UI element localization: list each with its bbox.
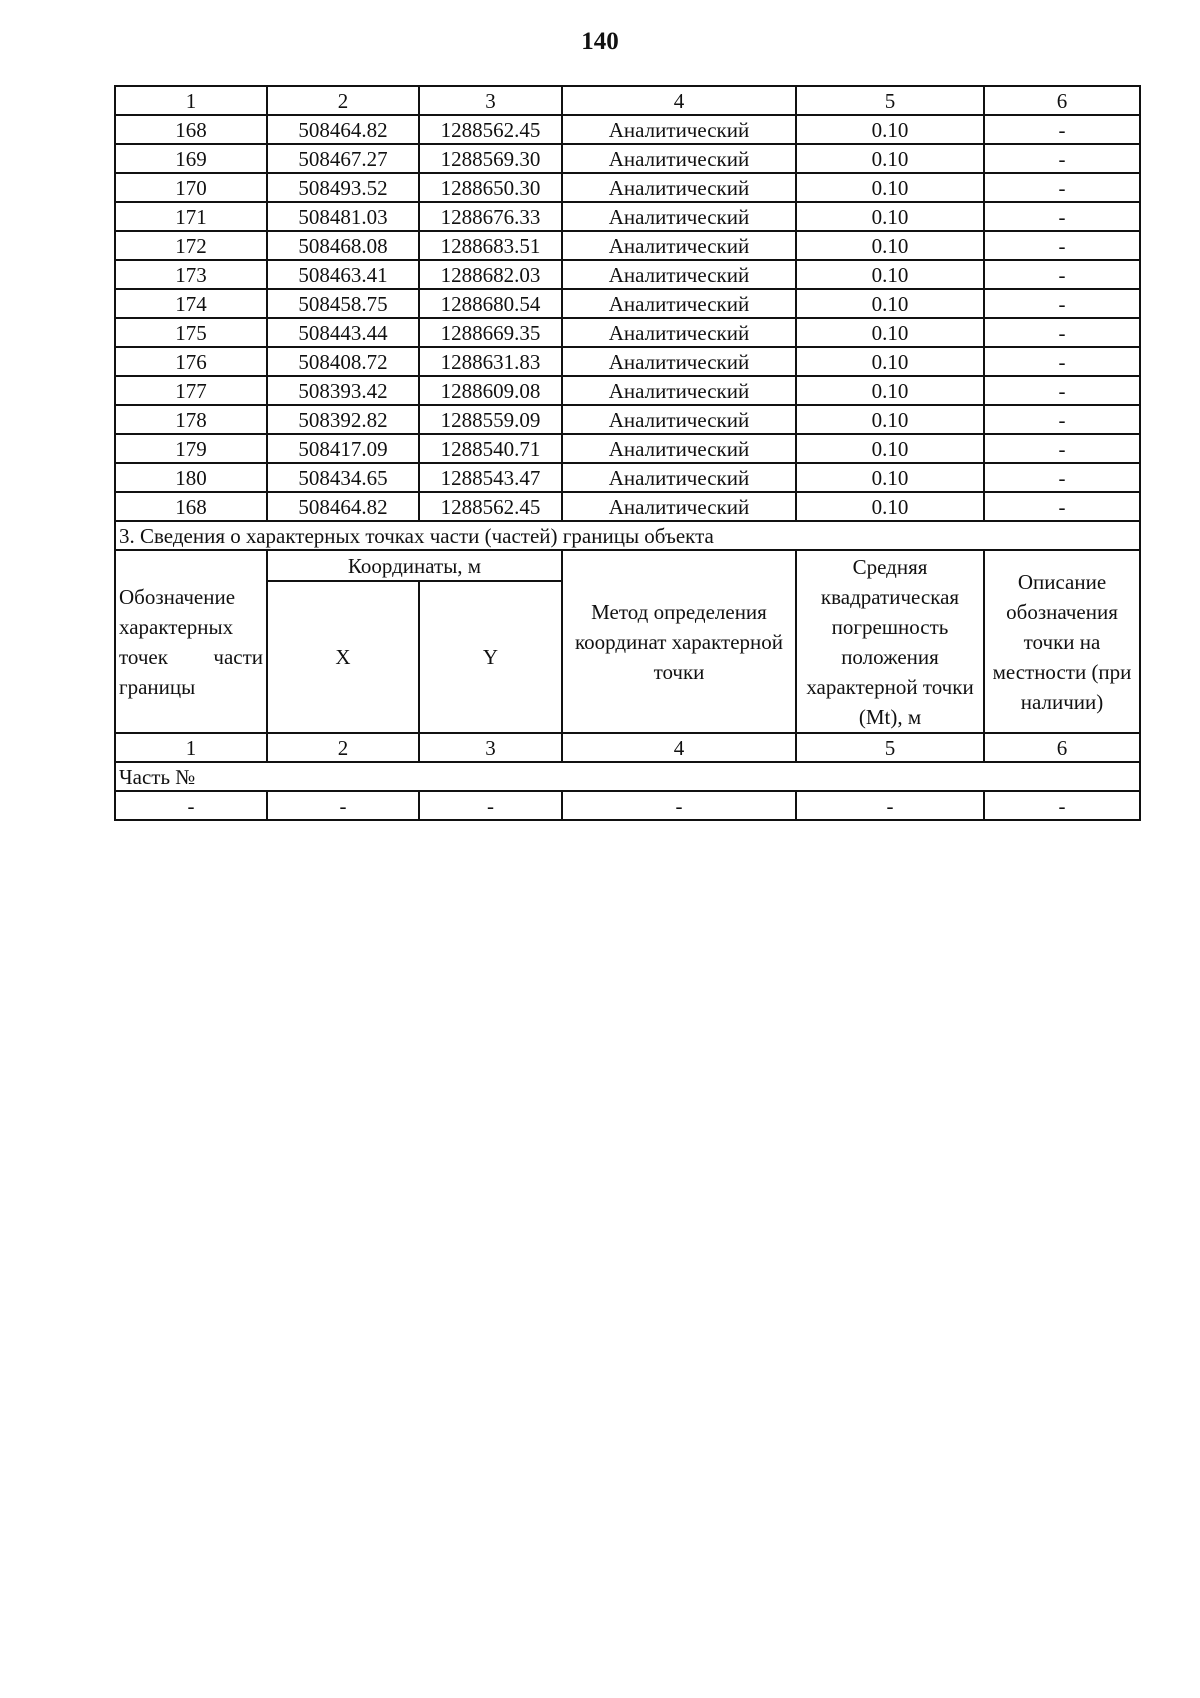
x-coordinate-cell: 508408.72 [267, 347, 419, 376]
method-cell: Аналитический [562, 260, 796, 289]
description-cell: - [984, 289, 1140, 318]
column-number: 1 [115, 733, 267, 762]
description-cell: - [984, 260, 1140, 289]
y-coordinate-cell: 1288669.35 [419, 318, 562, 347]
description-cell: - [984, 231, 1140, 260]
x-header: X [267, 581, 419, 733]
method-cell: Аналитический [562, 463, 796, 492]
x-coordinate-cell: 508464.82 [267, 492, 419, 521]
method-cell: Аналитический [562, 115, 796, 144]
table-row [115, 202, 1140, 231]
y-coordinate-cell: 1288562.45 [419, 492, 562, 521]
mt-cell: 0.10 [796, 347, 984, 376]
table-row [115, 289, 1140, 318]
column-number: 2 [267, 86, 419, 115]
column-number: 6 [984, 733, 1140, 762]
method-cell: Аналитический [562, 492, 796, 521]
section3-body [115, 521, 1140, 820]
y-coordinate-cell: 1288676.33 [419, 202, 562, 231]
description-cell: - [984, 463, 1140, 492]
y-coordinate-cell: 1288540.71 [419, 434, 562, 463]
point-designation-header: Обозначение характерных точек части границы [115, 550, 267, 733]
description-cell: - [984, 144, 1140, 173]
coordinates-table [114, 85, 1141, 821]
point-number-cell: 179 [115, 434, 267, 463]
y-header: Y [419, 581, 562, 733]
point-number-cell: 175 [115, 318, 267, 347]
mt-cell: 0.10 [796, 115, 984, 144]
table-row [115, 260, 1140, 289]
mt-cell: 0.10 [796, 289, 984, 318]
x-coordinate-cell: 508481.03 [267, 202, 419, 231]
table-row [115, 492, 1140, 521]
coordinates-header: Координаты, м [267, 550, 562, 581]
description-cell: - [984, 202, 1140, 231]
table-row [115, 463, 1140, 492]
column-number: 5 [796, 86, 984, 115]
x-coordinate-cell: 508393.42 [267, 376, 419, 405]
method-cell: Аналитический [562, 434, 796, 463]
empty-cell: - [796, 791, 984, 820]
y-coordinate-cell: 1288631.83 [419, 347, 562, 376]
y-coordinate-cell: 1288609.08 [419, 376, 562, 405]
mt-cell: 0.10 [796, 202, 984, 231]
mt-cell: 0.10 [796, 405, 984, 434]
section3-title-row [115, 521, 1140, 550]
y-coordinate-cell: 1288683.51 [419, 231, 562, 260]
mt-cell: 0.10 [796, 231, 984, 260]
table-row [115, 173, 1140, 202]
section3-header-row [115, 550, 1140, 581]
point-number-cell: 171 [115, 202, 267, 231]
coordinates-table-body [115, 86, 1140, 521]
empty-cell: - [115, 791, 267, 820]
point-number-cell: 176 [115, 347, 267, 376]
mt-cell: 0.10 [796, 492, 984, 521]
y-coordinate-cell: 1288682.03 [419, 260, 562, 289]
mt-cell: 0.10 [796, 144, 984, 173]
x-coordinate-cell: 508463.41 [267, 260, 419, 289]
method-cell: Аналитический [562, 289, 796, 318]
column-number: 3 [419, 86, 562, 115]
x-coordinate-cell: 508493.52 [267, 173, 419, 202]
point-number-cell: 168 [115, 115, 267, 144]
description-header: Описание обозначения точки на местности (при наличии) [984, 550, 1140, 733]
part-label-row [115, 762, 1140, 791]
table-row [115, 144, 1140, 173]
method-cell: Аналитический [562, 347, 796, 376]
point-number-cell: 173 [115, 260, 267, 289]
column-number: 3 [419, 733, 562, 762]
y-coordinate-cell: 1288569.30 [419, 144, 562, 173]
column-number: 1 [115, 86, 267, 115]
section3-column-number-row [115, 733, 1140, 762]
page-number: 140 [581, 28, 619, 55]
description-cell: - [984, 173, 1140, 202]
description-cell: - [984, 115, 1140, 144]
mt-cell: 0.10 [796, 173, 984, 202]
point-number-cell: 169 [115, 144, 267, 173]
section3-title: 3. Сведения о характерных точках части (частей) границы объекта [115, 521, 1140, 550]
y-coordinate-cell: 1288559.09 [419, 405, 562, 434]
description-cell: - [984, 376, 1140, 405]
mt-cell: 0.10 [796, 463, 984, 492]
point-number-cell: 180 [115, 463, 267, 492]
x-coordinate-cell: 508434.65 [267, 463, 419, 492]
point-number-cell: 174 [115, 289, 267, 318]
y-coordinate-cell: 1288650.30 [419, 173, 562, 202]
mt-cell: 0.10 [796, 318, 984, 347]
empty-cell: - [562, 791, 796, 820]
table-row [115, 405, 1140, 434]
point-number-cell: 170 [115, 173, 267, 202]
table-row [115, 347, 1140, 376]
y-coordinate-cell: 1288562.45 [419, 115, 562, 144]
table-row [115, 115, 1140, 144]
column-number: 4 [562, 733, 796, 762]
column-number: 5 [796, 733, 984, 762]
table-row [115, 376, 1140, 405]
description-cell: - [984, 405, 1140, 434]
point-number-cell: 178 [115, 405, 267, 434]
method-cell: Аналитический [562, 202, 796, 231]
method-cell: Аналитический [562, 405, 796, 434]
mt-cell: 0.10 [796, 376, 984, 405]
part-label: Часть № [115, 762, 1140, 791]
point-number-cell: 168 [115, 492, 267, 521]
table-row [115, 434, 1140, 463]
method-cell: Аналитический [562, 376, 796, 405]
description-cell: - [984, 434, 1140, 463]
point-number-cell: 177 [115, 376, 267, 405]
x-coordinate-cell: 508417.09 [267, 434, 419, 463]
empty-data-row [115, 791, 1140, 820]
column-number-row [115, 86, 1140, 115]
method-cell: Аналитический [562, 231, 796, 260]
x-coordinate-cell: 508464.82 [267, 115, 419, 144]
y-coordinate-cell: 1288543.47 [419, 463, 562, 492]
description-cell: - [984, 318, 1140, 347]
empty-cell: - [267, 791, 419, 820]
table-row [115, 318, 1140, 347]
x-coordinate-cell: 508392.82 [267, 405, 419, 434]
point-number-cell: 172 [115, 231, 267, 260]
x-coordinate-cell: 508467.27 [267, 144, 419, 173]
mt-cell: 0.10 [796, 434, 984, 463]
table-row [115, 231, 1140, 260]
mt-header: Средняя квадратическая погрешность положения характерной точки (Mt), м [796, 550, 984, 733]
method-cell: Аналитический [562, 144, 796, 173]
empty-cell: - [419, 791, 562, 820]
empty-cell: - [984, 791, 1140, 820]
description-cell: - [984, 347, 1140, 376]
x-coordinate-cell: 508468.08 [267, 231, 419, 260]
x-coordinate-cell: 508458.75 [267, 289, 419, 318]
mt-cell: 0.10 [796, 260, 984, 289]
method-header: Метод определения координат характерной точки [562, 550, 796, 733]
method-cell: Аналитический [562, 173, 796, 202]
y-coordinate-cell: 1288680.54 [419, 289, 562, 318]
column-number: 6 [984, 86, 1140, 115]
description-cell: - [984, 492, 1140, 521]
column-number: 2 [267, 733, 419, 762]
column-number: 4 [562, 86, 796, 115]
x-coordinate-cell: 508443.44 [267, 318, 419, 347]
method-cell: Аналитический [562, 318, 796, 347]
